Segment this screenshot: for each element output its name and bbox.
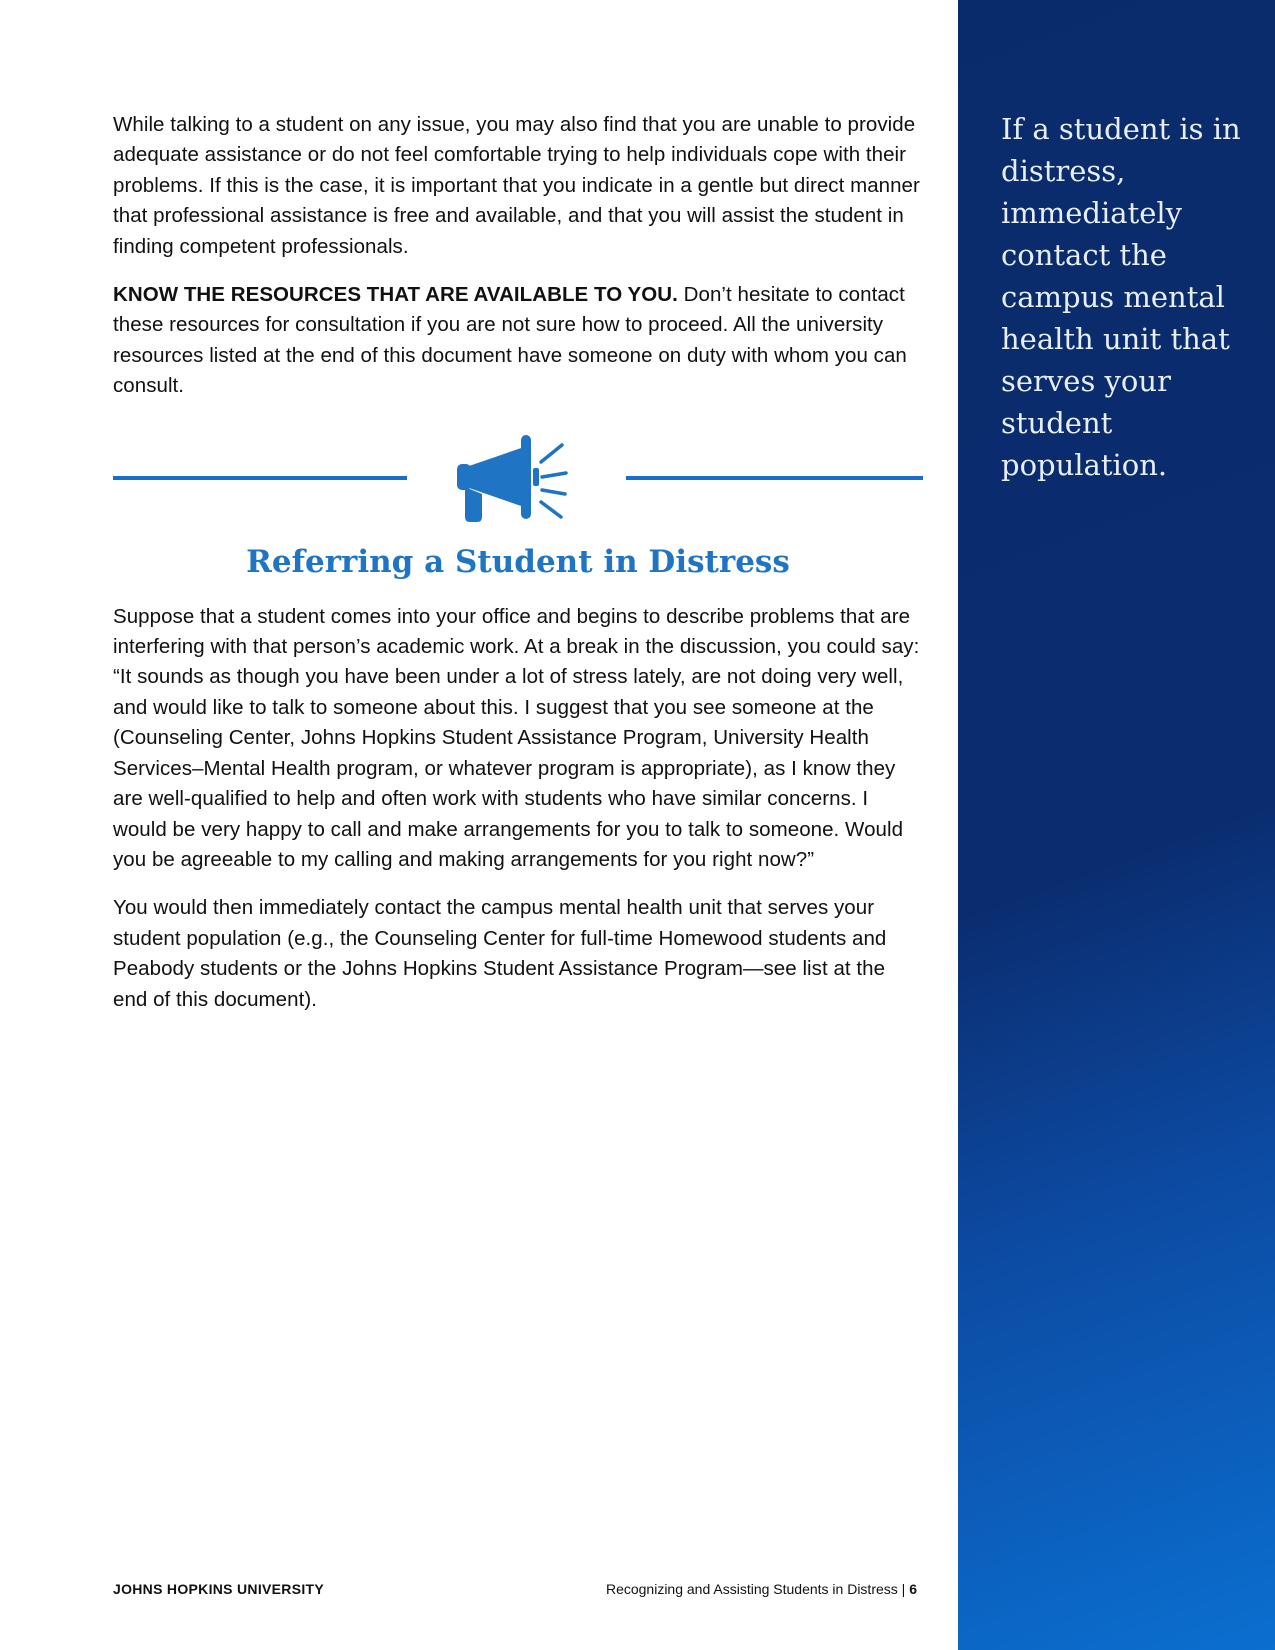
resources-body: Don’t hesitate to contact these resources for consultation if you are not sure how to proceed. All the university resources listed at the end of this document have someone on duty with whom you can consult. (113, 283, 907, 398)
main-column (113, 110, 923, 1033)
megaphone-icon (455, 432, 579, 528)
resources-paragraph (113, 280, 923, 402)
sidebar-panel (958, 0, 1275, 1650)
footer-separator: | (901, 1581, 906, 1597)
intro-paragraph: While talking to a student on any issue, you may also find that you are unable to provide adequate assistance or do not feel comfortable trying to help individuals cope with their problems. If this is the case, it is important that you indicate in a gentle but direct manner that professional assistance is free and available, and that you will assist the student in finding competent professionals. (113, 113, 920, 258)
divider-line-right (626, 476, 923, 480)
resources-lead: KNOW THE RESOURCES THAT ARE AVAILABLE TO YOU. (113, 283, 678, 307)
contact-paragraph: You would then immediately contact the campus mental health unit that serves your student population (e.g., the Counseling Center for full-time Homewood students and Peabody students or the Johns Hopkins Student Assistance Program—see list at the end of this document). (113, 896, 887, 1011)
divider-line-left (113, 476, 407, 480)
section-divider (113, 432, 923, 528)
footer-page-number: 6 (909, 1581, 917, 1597)
referral-paragraph: Suppose that a student comes into your office and begins to describe problems that are interfering with that person’s academic work. At a break in the discussion, you could say: “It sounds as though you have been under a lot of stress lately, are not doing very well, and would like to talk to someone about this. I suggest that you see someone at the (Counseling Center, Johns Hopkins Student Assistance Program, University Health Services–Mental Health program, or whatever program is appropriate), as I know they are well-qualified to help and often work with students who have similar concerns. I would be very happy to call and make arrangements for you to talk to someone. Would you be agreeable to my calling and making arrangements for you right now?” (113, 604, 920, 871)
footer-page-info (562, 1580, 917, 1598)
footer-org-name: JOHNS HOPKINS UNIVERSITY (113, 1581, 325, 1597)
section-heading: Referring a Student in Distress (246, 543, 790, 580)
footer-doc-title: Recognizing and Assisting Students in Distress (605, 1581, 898, 1597)
sidebar-pull-quote: If a student is in distress, immediately contact the campus mental health unit that serves your student population. (1001, 112, 1241, 482)
